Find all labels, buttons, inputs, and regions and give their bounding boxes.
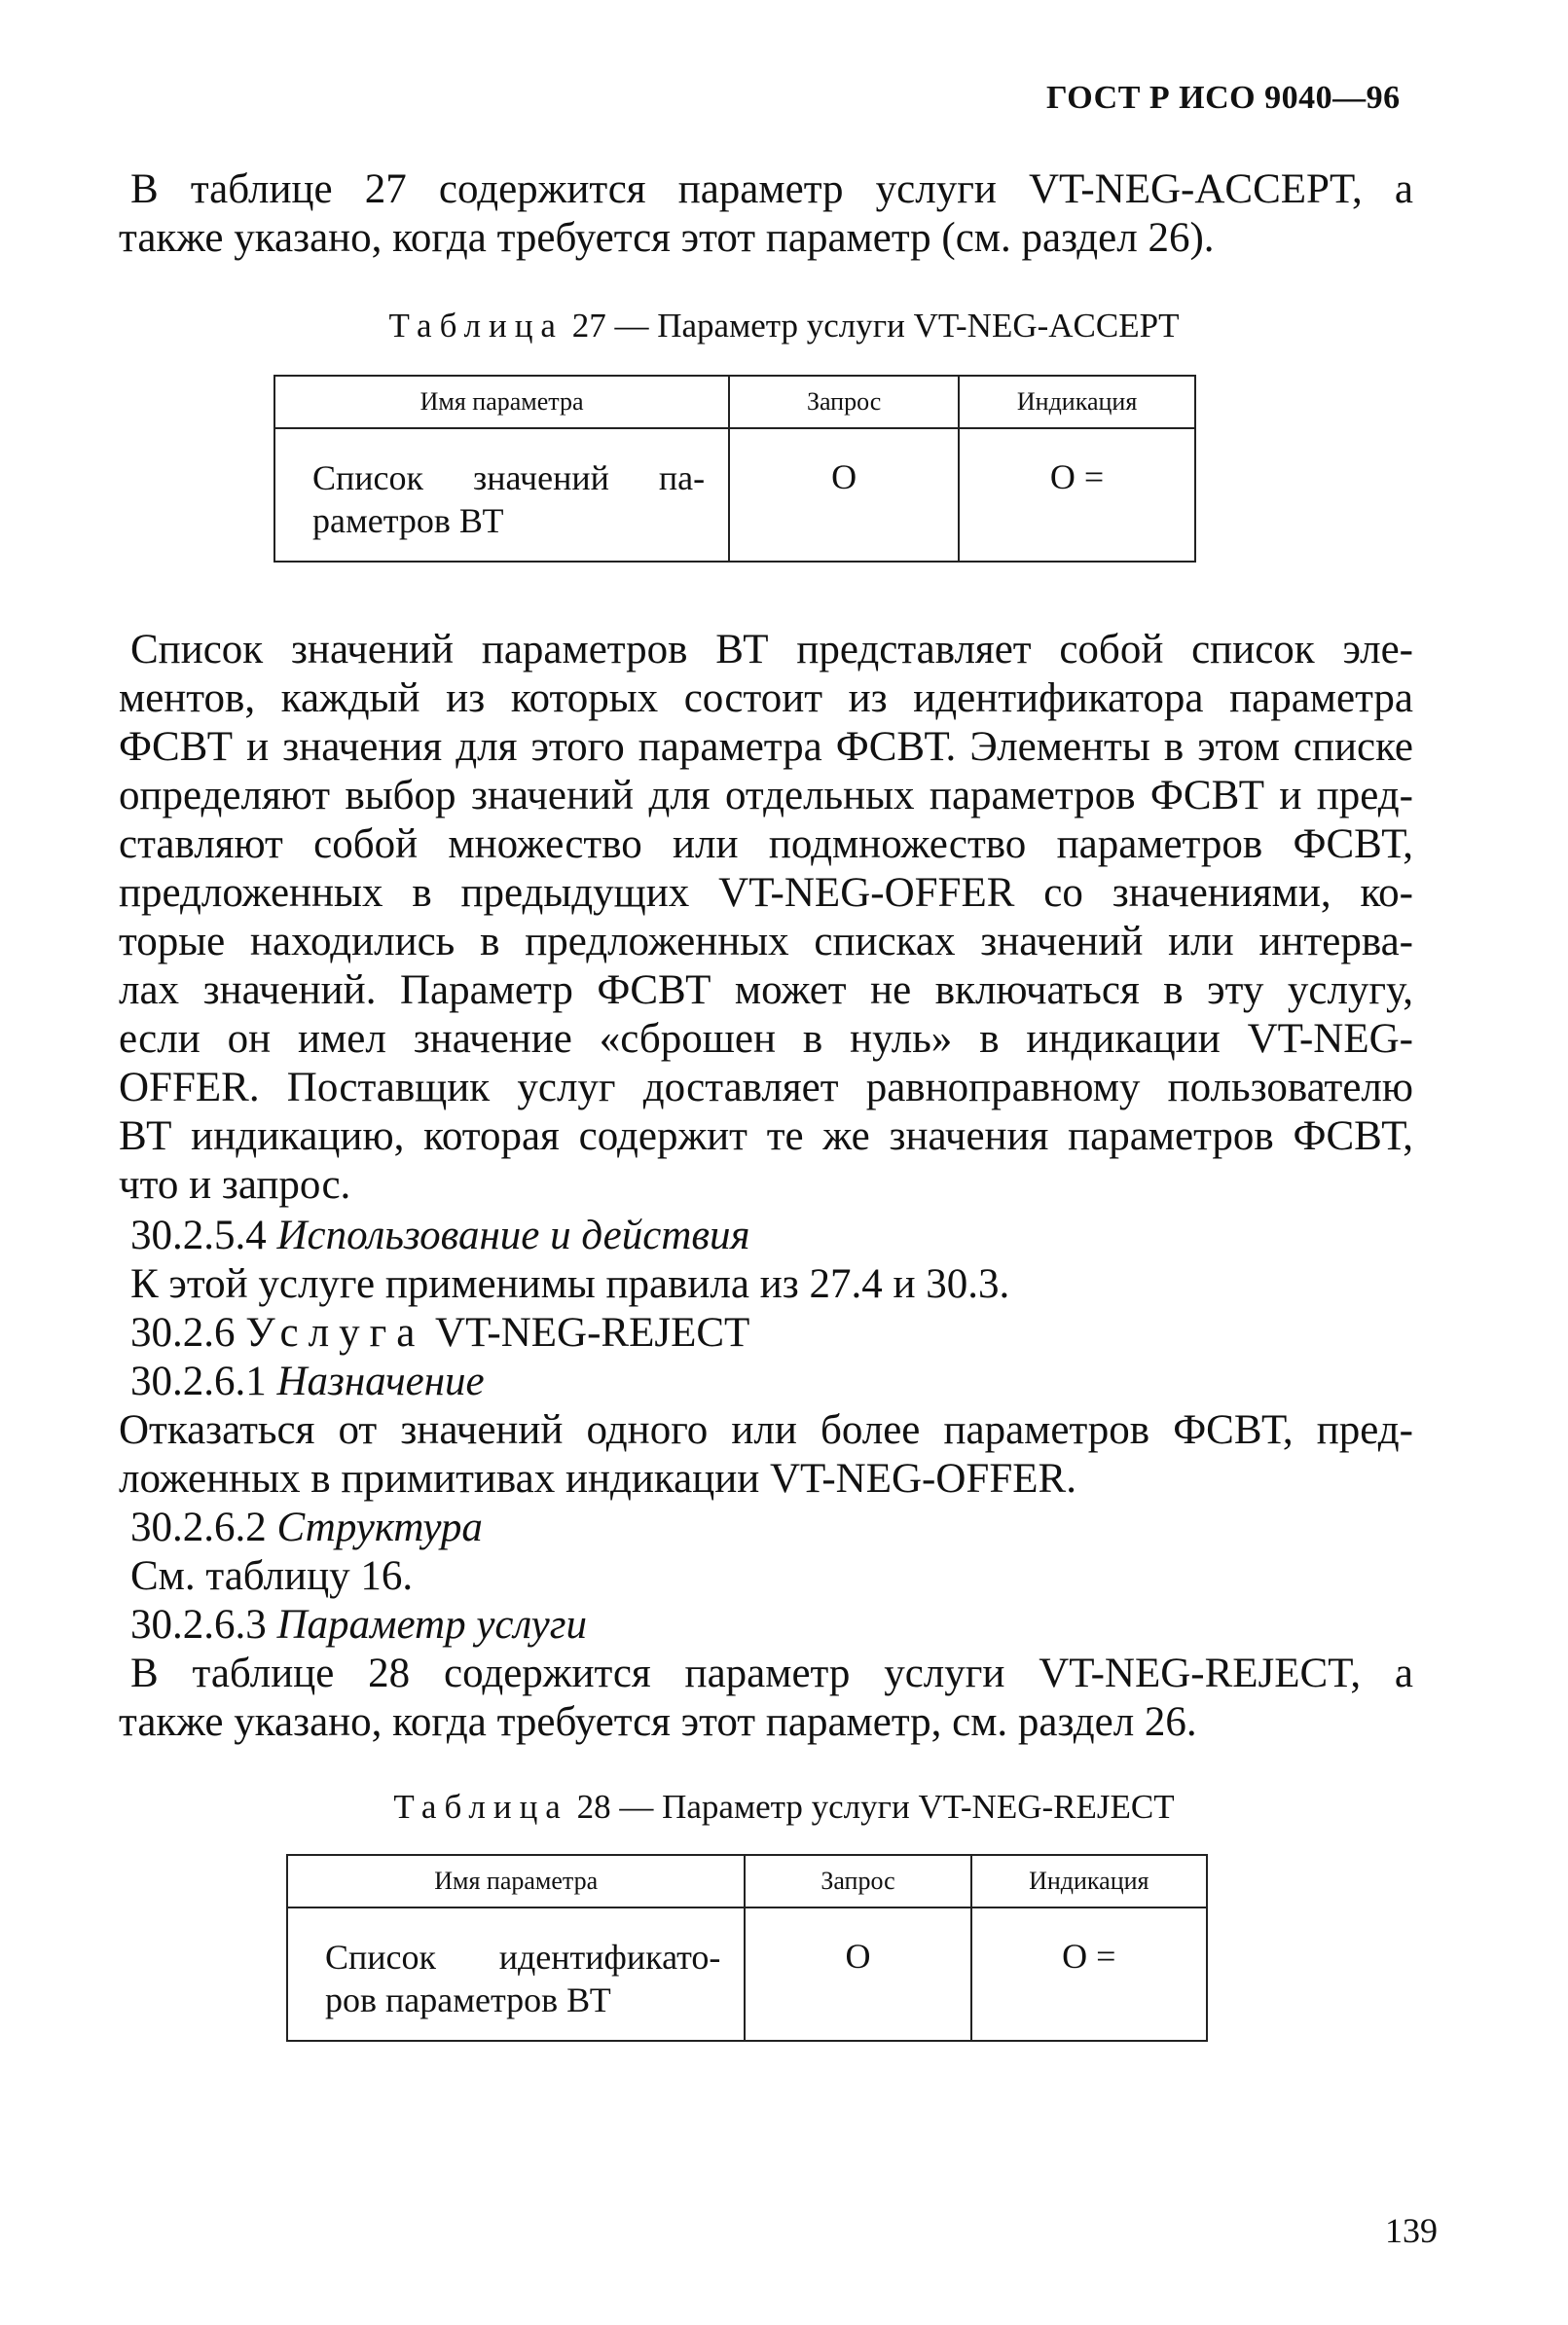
- section-30-2-6-2-text: См. таблицу 16.: [130, 1553, 414, 1599]
- section-30-2-6-2-heading: [119, 1504, 1425, 1552]
- section-number: 30.2.6.2: [130, 1505, 267, 1550]
- section-number: 30.2.6.1: [130, 1359, 267, 1404]
- column-header: Индикация: [971, 1855, 1207, 1907]
- section-number: 30.2.6: [130, 1310, 236, 1356]
- column-header: Индикация: [959, 376, 1195, 428]
- text-line: ФСВТ и значения для этого параметра ФСВТ. Элементы в этом списке: [119, 724, 1413, 770]
- section-title: Использование и действия: [276, 1213, 750, 1258]
- section-title: Структура: [276, 1505, 483, 1550]
- parameter-name-cell: [274, 428, 729, 562]
- caption-text: 28 — Параметр услуги VT-NEG-REJECT: [576, 1788, 1175, 1826]
- table-27: [273, 375, 1196, 563]
- text-line: если он имел значение «сброшен в нуль» в индикации VT-NEG-: [119, 1016, 1413, 1062]
- body-paragraph: [119, 626, 1413, 1210]
- text-line: ставляют собой множество или подмножество параметров ФСВТ,: [119, 821, 1413, 867]
- column-header: Имя параметра: [274, 376, 729, 428]
- text-line: также указано, когда требуется этот параметр (см. раздел 26).: [119, 215, 1215, 261]
- intro-table-27: [119, 165, 1413, 263]
- text-line: ВТ индикацию, которая содержит те же значения параметров ФСВТ,: [119, 1113, 1413, 1159]
- text-line: В таблице 28 содержится параметр услуги VT-NEG-REJECT, а: [130, 1651, 1413, 1696]
- section-30-2-5-4-text: К этой услуге применимы правила из 27.4 и 30.3.: [130, 1261, 1010, 1307]
- text-line: торые находились в предложенных списках значений или интерва-: [119, 919, 1413, 964]
- cell-line: раметров ВТ: [312, 501, 504, 540]
- section-30-2-6-1-heading: [119, 1358, 1425, 1406]
- section-30-2-6-1-text: [119, 1406, 1413, 1504]
- table-row: [287, 1907, 1207, 2041]
- section-30-2-6-heading: [119, 1309, 1425, 1358]
- cell-line: ров параметров ВТ: [325, 1980, 611, 2019]
- intro-table-28: [119, 1650, 1413, 1747]
- text-line: ложенных в примитивах индикации VT-NEG-OFFER.: [119, 1456, 1076, 1502]
- table-header-row: [274, 376, 1195, 428]
- caption-text: 27 — Параметр услуги VT-NEG-ACCEPT: [571, 307, 1180, 345]
- request-cell: О: [745, 1907, 970, 2041]
- column-header: Имя параметра: [287, 1855, 745, 1907]
- text-line: Отказаться от значений одного или более параметров ФСВТ, пред-: [119, 1407, 1413, 1453]
- document-header: ГОСТ Р ИСО 9040—96: [1046, 80, 1401, 116]
- parameter-name-cell: [287, 1907, 745, 2041]
- section-30-2-5-4-heading: [119, 1212, 1413, 1260]
- caption-label: Таблица: [388, 307, 564, 345]
- section-number: 30.2.5.4: [130, 1213, 267, 1258]
- text-line: В таблице 27 содержится параметр услуги VT-NEG-ACCEPT, а: [130, 166, 1413, 212]
- section-name: VT-NEG-REJECT: [435, 1310, 750, 1356]
- column-header: Запрос: [745, 1855, 970, 1907]
- column-header: Запрос: [729, 376, 959, 428]
- caption-label: Таблица: [393, 1788, 568, 1826]
- table-row: [274, 428, 1195, 562]
- section-number: 30.2.6.3: [130, 1602, 267, 1648]
- request-cell: О: [729, 428, 959, 562]
- text-line: что и запрос.: [119, 1162, 351, 1208]
- cell-line: Список значений па-: [312, 458, 706, 497]
- text-line: Список значений параметров ВТ представляет собой список эле-: [130, 627, 1413, 672]
- section-title: Назначение: [276, 1359, 485, 1404]
- table-header-row: [287, 1855, 1207, 1907]
- text-line: определяют выбор значений для отдельных параметров ФСВТ и пред-: [119, 773, 1413, 818]
- section-title: Параметр услуги: [276, 1602, 588, 1648]
- section-label: Услуга: [245, 1310, 425, 1356]
- text-line: также указано, когда требуется этот параметр, см. раздел 26.: [119, 1699, 1197, 1745]
- indication-cell: О =: [959, 428, 1195, 562]
- text-line: ментов, каждый из которых состоит из идентификатора параметра: [119, 675, 1413, 721]
- section-30-2-6-3-heading: [119, 1601, 1425, 1650]
- indication-cell: О =: [971, 1907, 1207, 2041]
- page-number: 139: [1385, 2211, 1438, 2250]
- text-line: предложенных в предыдущих VT-NEG-OFFER со значениями, ко-: [119, 870, 1413, 916]
- text-line: лах значений. Параметр ФСВТ может не включаться в эту услугу,: [119, 967, 1413, 1013]
- table-28-caption: [0, 1788, 1568, 1827]
- cell-line: Список идентификато-: [325, 1938, 721, 1977]
- table-27-caption: [0, 307, 1568, 345]
- text-line: OFFER. Поставщик услуг доставляет равноправному пользователю: [119, 1065, 1413, 1110]
- table-28: [286, 1854, 1208, 2042]
